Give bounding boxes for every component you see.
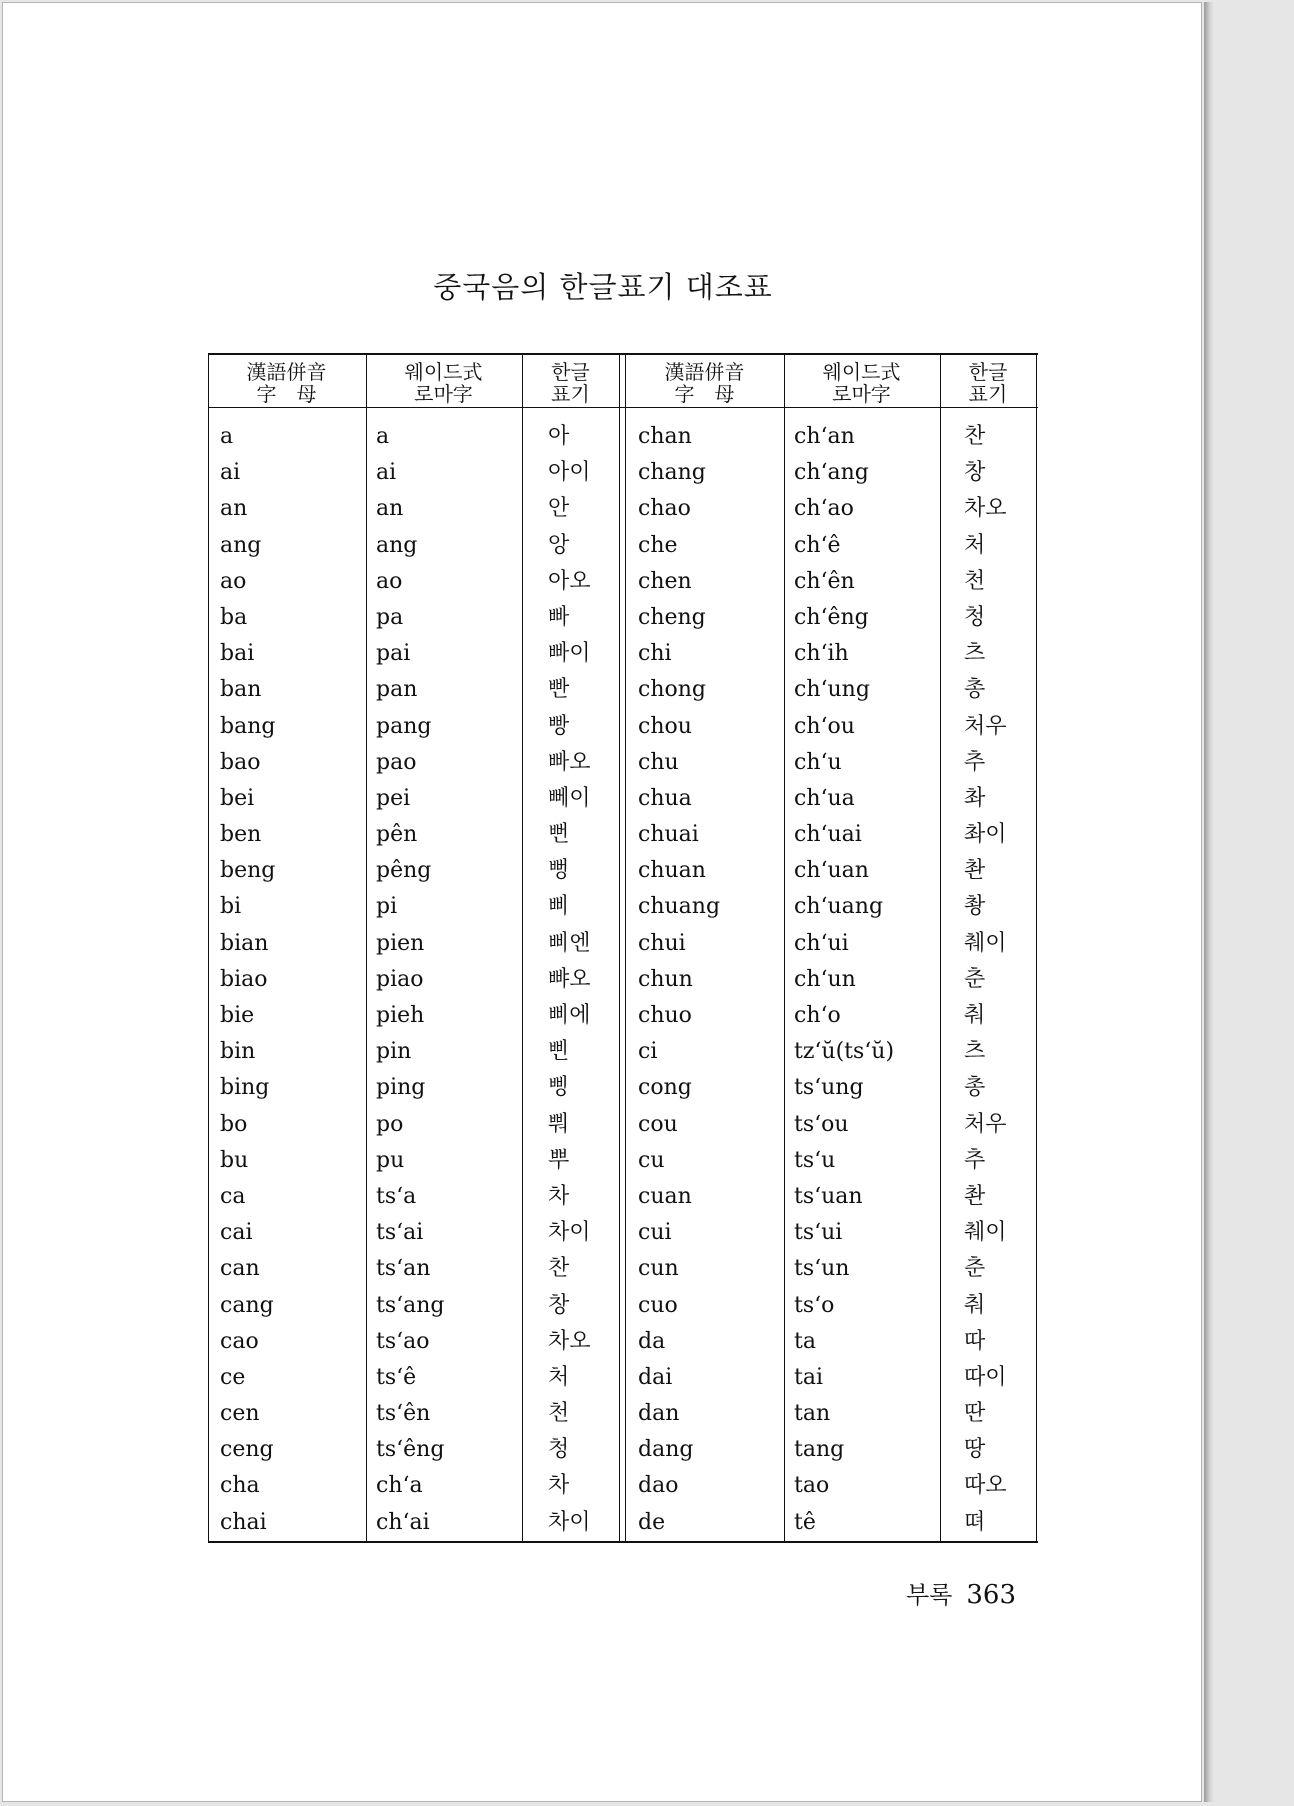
column-rule xyxy=(784,355,785,1541)
hangul-cell: 뺘오 xyxy=(548,966,591,992)
hangul-cell: 아이 xyxy=(548,460,591,486)
hangul-cell: 뗘 xyxy=(964,1509,986,1535)
pinyin-cell: chou xyxy=(638,713,692,739)
hangul-cell: 빠 xyxy=(548,604,570,630)
hangul-cell: 땅 xyxy=(964,1437,986,1463)
pinyin-cell: can xyxy=(220,1256,260,1282)
hangul-cell: 딴 xyxy=(964,1401,986,1427)
wade-giles-cell: pin xyxy=(376,1039,412,1065)
header-hangul-right xyxy=(940,361,1036,407)
wade-giles-cell: ch‘un xyxy=(794,966,856,992)
wade-giles-cell: ts‘êng xyxy=(376,1437,445,1463)
pinyin-cell: cuan xyxy=(638,1183,692,1209)
wade-giles-cell: pu xyxy=(376,1147,405,1173)
hangul-cell: 아오 xyxy=(548,568,591,594)
pinyin-cell: biao xyxy=(220,966,268,992)
column-rule xyxy=(208,355,209,1541)
hangul-cell: 앙 xyxy=(548,532,570,558)
pinyin-cell: chui xyxy=(638,930,686,956)
pinyin-cell: cu xyxy=(638,1147,665,1173)
column-rule xyxy=(625,355,626,1541)
hangul-cell: 처 xyxy=(548,1364,570,1390)
hangul-cell: 춰 xyxy=(964,1292,986,1318)
pinyin-cell: chong xyxy=(638,677,706,703)
wade-giles-cell: pei xyxy=(376,785,411,811)
wade-giles-cell: ch‘o xyxy=(794,1003,841,1028)
wade-giles-cell: ao xyxy=(376,568,403,594)
hangul-cell: 천 xyxy=(548,1401,570,1427)
column-rule xyxy=(522,355,523,1541)
pinyin-cell: chai xyxy=(220,1509,267,1535)
wade-giles-cell: piao xyxy=(376,966,424,992)
header-line: 로마字 xyxy=(832,382,891,406)
wade-giles-cell: ch‘êng xyxy=(794,604,869,630)
hangul-cell: 아 xyxy=(548,424,570,449)
wade-giles-cell: ch‘ê xyxy=(794,532,841,558)
header-wade-left xyxy=(366,361,521,407)
hangul-cell: 창 xyxy=(548,1292,570,1318)
wade-giles-cell: an xyxy=(376,496,404,522)
pinyin-cell: bi xyxy=(220,894,242,920)
pinyin-cell: de xyxy=(638,1509,666,1535)
pinyin-cell: chi xyxy=(638,641,672,667)
pinyin-cell: chu xyxy=(638,749,679,775)
hangul-cell: 삐 xyxy=(548,894,570,920)
pinyin-cell: chuan xyxy=(638,858,706,884)
wade-giles-cell: ch‘ao xyxy=(794,496,854,522)
wade-giles-cell: a xyxy=(376,424,390,449)
column-rule xyxy=(940,355,941,1541)
hangul-cell: 청 xyxy=(964,604,986,630)
pinyin-cell: cong xyxy=(638,1075,692,1101)
column-rule xyxy=(1036,355,1037,1541)
wade-giles-cell: ch‘ang xyxy=(794,460,869,486)
hangul-cell: 차이 xyxy=(548,1220,591,1246)
pinyin-cell: cao xyxy=(220,1328,259,1354)
wade-giles-cell: ts‘ên xyxy=(376,1401,431,1427)
wade-giles-cell: ts‘ung xyxy=(794,1075,864,1101)
header-line: 字 母 xyxy=(256,382,317,406)
pinyin-cell: cuo xyxy=(638,1292,678,1318)
hangul-cell: 창 xyxy=(964,460,986,486)
hangul-cell: 삔 xyxy=(548,1039,570,1065)
hangul-cell: 찬 xyxy=(964,424,986,449)
wade-giles-cell: tang xyxy=(794,1437,845,1463)
wade-giles-cell: pang xyxy=(376,713,432,739)
wade-giles-cell: ts‘o xyxy=(794,1292,835,1318)
wade-giles-cell: ai xyxy=(376,460,397,486)
wade-giles-cell: ch‘ên xyxy=(794,568,855,594)
header-line: 표기 xyxy=(551,382,590,406)
header-line: 웨이드式 xyxy=(404,360,483,384)
wade-giles-cell: tao xyxy=(794,1473,830,1499)
romanization-table xyxy=(208,353,1038,1543)
footer-section: 부록 xyxy=(905,1581,953,1609)
wade-giles-cell: ts‘an xyxy=(376,1256,431,1282)
header-line: 표기 xyxy=(968,382,1008,406)
wade-giles-cell: ts‘u xyxy=(794,1147,836,1173)
header-line: 웨이드式 xyxy=(822,360,901,384)
pinyin-cell: cui xyxy=(638,1220,672,1246)
pinyin-cell: bu xyxy=(220,1147,249,1173)
page-number: 363 xyxy=(966,1580,1016,1610)
wade-giles-cell: pi xyxy=(376,894,398,920)
column-hangul-left xyxy=(548,419,591,1541)
hangul-cell: 췌이 xyxy=(964,1220,1007,1246)
wade-giles-cell: ch‘ui xyxy=(794,930,849,956)
pinyin-cell: bang xyxy=(220,713,276,739)
pinyin-cell: an xyxy=(220,496,248,522)
pinyin-cell: ai xyxy=(220,460,241,486)
pinyin-cell: dang xyxy=(638,1437,694,1463)
hangul-cell: 청 xyxy=(548,1437,570,1463)
hangul-cell: 추 xyxy=(964,749,986,775)
wade-giles-cell: tz‘ŭ(ts‘ŭ) xyxy=(794,1039,895,1065)
pinyin-cell: ang xyxy=(220,532,262,558)
wade-giles-cell: tai xyxy=(794,1364,823,1390)
wade-giles-cell: pieh xyxy=(376,1003,425,1028)
column-pinyin-right xyxy=(638,419,720,1541)
wade-giles-cell: ping xyxy=(376,1075,426,1101)
hangul-cell: 춘 xyxy=(964,966,986,992)
hangul-cell: 츠 xyxy=(964,1039,986,1065)
header-line: 漢語併音 xyxy=(664,360,745,384)
hangul-cell: 츠 xyxy=(964,641,986,667)
hangul-cell: 빤 xyxy=(548,677,570,703)
wade-giles-cell: ts‘uan xyxy=(794,1183,863,1209)
hangul-cell: 뻔 xyxy=(548,822,570,848)
hangul-cell: 총 xyxy=(964,1075,986,1101)
hangul-cell: 차오 xyxy=(964,496,1007,522)
book-page xyxy=(2,2,1202,1802)
pinyin-cell: chuo xyxy=(638,1003,692,1028)
pinyin-cell: a xyxy=(220,424,234,449)
wade-giles-cell: ts‘ao xyxy=(376,1328,430,1354)
column-pinyin-left xyxy=(220,419,275,1541)
hangul-cell: 뻥 xyxy=(548,858,570,884)
wade-giles-cell: pao xyxy=(376,749,417,775)
hangul-cell: 처 xyxy=(964,532,986,558)
wade-giles-cell: ts‘ai xyxy=(376,1220,424,1246)
header-hangul-left xyxy=(522,361,619,407)
hangul-cell: 빠오 xyxy=(548,749,591,775)
hangul-cell: 촤이 xyxy=(964,822,1007,848)
wade-giles-cell: ch‘ou xyxy=(794,713,855,739)
header-line: 字 母 xyxy=(674,382,735,406)
wade-giles-cell: ang xyxy=(376,532,418,558)
pinyin-cell: ceng xyxy=(220,1437,274,1463)
hangul-cell: 빠이 xyxy=(548,641,591,667)
pinyin-cell: cheng xyxy=(638,604,706,630)
pinyin-cell: bai xyxy=(220,641,255,667)
pinyin-cell: bie xyxy=(220,1003,255,1028)
hangul-cell: 처우 xyxy=(964,713,1007,739)
wade-giles-cell: pan xyxy=(376,677,418,703)
pinyin-cell: beng xyxy=(220,858,276,884)
wade-giles-cell: pêng xyxy=(376,858,432,884)
pinyin-cell: bin xyxy=(220,1039,256,1065)
wade-giles-cell: ts‘a xyxy=(376,1183,417,1209)
wade-giles-cell: pên xyxy=(376,822,418,848)
hangul-cell: 촹 xyxy=(964,894,986,920)
pinyin-cell: ba xyxy=(220,604,248,630)
wade-giles-cell: ch‘uai xyxy=(794,822,862,848)
hangul-cell: 촤 xyxy=(964,785,986,811)
page-footer xyxy=(906,1575,1016,1610)
column-hangul-right xyxy=(964,419,1007,1541)
wade-giles-cell: pa xyxy=(376,604,404,630)
pinyin-cell: dao xyxy=(638,1473,679,1499)
pinyin-cell: che xyxy=(638,532,678,558)
wade-giles-cell: ts‘ui xyxy=(794,1220,843,1246)
wade-giles-cell: pien xyxy=(376,930,425,956)
pinyin-cell: ci xyxy=(638,1039,658,1065)
pinyin-cell: ca xyxy=(220,1183,246,1209)
hangul-cell: 촨 xyxy=(964,858,986,884)
hangul-cell: 차 xyxy=(548,1473,570,1499)
hangul-cell: 총 xyxy=(964,677,986,703)
pinyin-cell: cha xyxy=(220,1473,260,1499)
pinyin-cell: dan xyxy=(638,1401,680,1427)
wade-giles-cell: ch‘a xyxy=(376,1473,423,1499)
pinyin-cell: dai xyxy=(638,1364,673,1390)
header-line: 한글 xyxy=(968,360,1008,384)
wade-giles-cell: tan xyxy=(794,1401,831,1427)
hangul-cell: 삐엔 xyxy=(548,930,591,956)
wade-giles-cell: ch‘an xyxy=(794,424,855,449)
pinyin-cell: bei xyxy=(220,785,255,811)
header-line: 漢語併音 xyxy=(246,360,327,384)
wade-giles-cell: ch‘u xyxy=(794,749,842,775)
hangul-cell: 처우 xyxy=(964,1111,1007,1137)
hangul-cell: 안 xyxy=(548,496,570,522)
pinyin-cell: ban xyxy=(220,677,262,703)
header-rule xyxy=(208,407,1038,408)
hangul-cell: 뿌 xyxy=(548,1147,570,1173)
pinyin-cell: bian xyxy=(220,930,269,956)
pinyin-cell: chuang xyxy=(638,894,721,920)
pinyin-cell: ce xyxy=(220,1364,246,1390)
hangul-cell: 췌이 xyxy=(964,930,1007,956)
wade-giles-cell: tê xyxy=(794,1509,816,1535)
header-line: 로마字 xyxy=(414,382,473,406)
hangul-cell: 빵 xyxy=(548,713,570,739)
wade-giles-cell: ts‘un xyxy=(794,1256,850,1282)
pinyin-cell: chao xyxy=(638,496,691,522)
hangul-cell: 뻬이 xyxy=(548,785,591,811)
wade-giles-cell: ch‘ih xyxy=(794,641,849,667)
pinyin-cell: bo xyxy=(220,1111,248,1137)
column-rule xyxy=(366,355,367,1541)
wade-giles-cell: po xyxy=(376,1111,404,1137)
pinyin-cell: chua xyxy=(638,785,692,811)
hangul-cell: 뿨 xyxy=(548,1111,570,1137)
wade-giles-cell: ch‘ung xyxy=(794,677,870,703)
pinyin-cell: bing xyxy=(220,1075,270,1101)
wade-giles-cell: ch‘ua xyxy=(794,785,855,811)
pinyin-cell: chen xyxy=(638,568,692,594)
pinyin-cell: cang xyxy=(220,1292,274,1318)
wade-giles-cell: ts‘ou xyxy=(794,1111,849,1137)
header-line: 한글 xyxy=(551,360,590,384)
wade-giles-cell: ch‘uan xyxy=(794,858,869,884)
hangul-cell: 차오 xyxy=(548,1328,591,1354)
hangul-cell: 촨 xyxy=(964,1183,986,1209)
hangul-cell: 추 xyxy=(964,1147,986,1173)
header-pinyin-right xyxy=(626,361,783,407)
page-title: 중국음의 한글표기 대조표 xyxy=(433,270,773,304)
column-wade-right xyxy=(794,419,894,1541)
wade-giles-cell: ch‘ai xyxy=(376,1509,430,1535)
pinyin-cell: chun xyxy=(638,966,693,992)
pinyin-cell: ben xyxy=(220,822,262,848)
hangul-cell: 천 xyxy=(964,568,986,594)
pinyin-cell: cai xyxy=(220,1220,253,1246)
hangul-cell: 차 xyxy=(548,1183,570,1209)
wade-giles-cell: ts‘ang xyxy=(376,1292,445,1318)
page-edge-shadow xyxy=(1204,2,1214,1802)
column-rule xyxy=(619,355,620,1541)
hangul-cell: 찬 xyxy=(548,1256,570,1282)
pinyin-cell: cen xyxy=(220,1401,260,1427)
hangul-cell: 차이 xyxy=(548,1509,591,1535)
header-pinyin-left xyxy=(208,361,365,407)
hangul-cell: 삐에 xyxy=(548,1003,591,1028)
hangul-cell: 따오 xyxy=(964,1473,1007,1499)
column-wade-left xyxy=(376,419,445,1541)
pinyin-cell: da xyxy=(638,1328,666,1354)
pinyin-cell: chuai xyxy=(638,822,699,848)
header-wade-right xyxy=(784,361,939,407)
wade-giles-cell: ch‘uang xyxy=(794,894,884,920)
hangul-cell: 따이 xyxy=(964,1364,1007,1390)
hangul-cell: 삥 xyxy=(548,1075,570,1101)
pinyin-cell: chang xyxy=(638,460,706,486)
pinyin-cell: cou xyxy=(638,1111,678,1137)
pinyin-cell: bao xyxy=(220,749,261,775)
pinyin-cell: ao xyxy=(220,568,247,594)
hangul-cell: 따 xyxy=(964,1328,986,1354)
pinyin-cell: cun xyxy=(638,1256,679,1282)
wade-giles-cell: ts‘ê xyxy=(376,1364,417,1390)
pinyin-cell: chan xyxy=(638,424,692,449)
hangul-cell: 춰 xyxy=(964,1003,986,1028)
wade-giles-cell: pai xyxy=(376,641,411,667)
hangul-cell: 춘 xyxy=(964,1256,986,1282)
wade-giles-cell: ta xyxy=(794,1328,816,1354)
